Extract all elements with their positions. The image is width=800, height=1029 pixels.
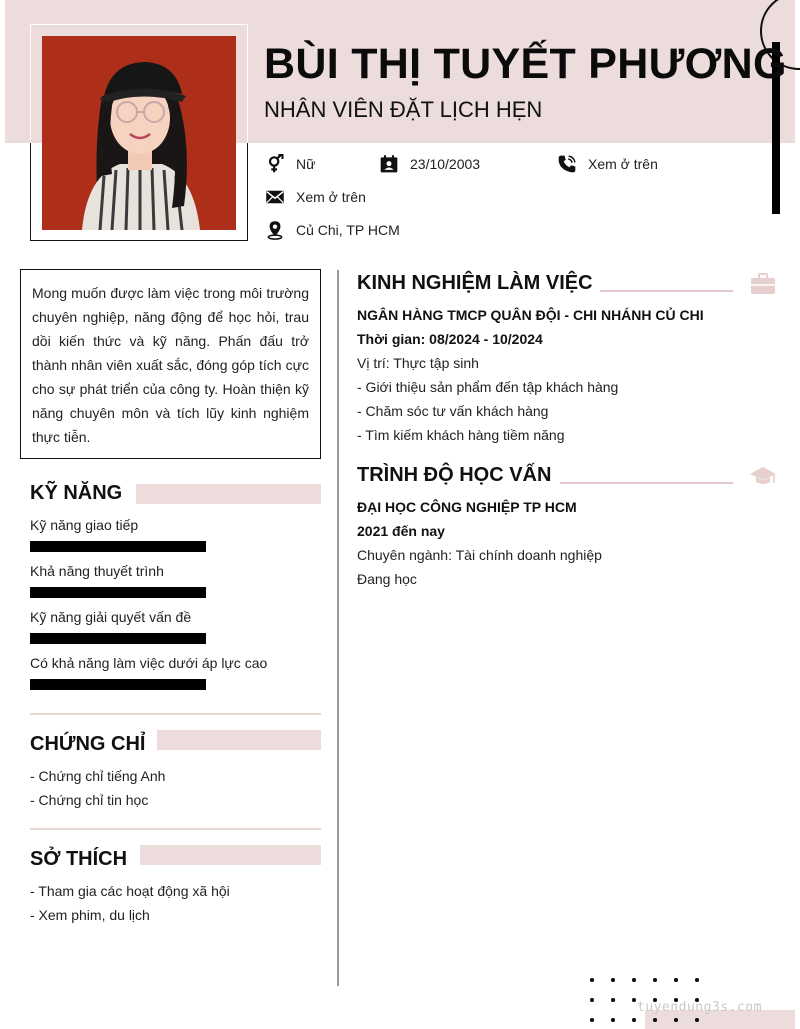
contact-gender: [265, 154, 315, 174]
calendar-id-icon: [379, 154, 399, 174]
decorative-dot: [632, 1018, 636, 1022]
experience-period: Thời gian: 08/2024 - 10/2024: [357, 331, 543, 347]
briefcase-icon: [749, 272, 777, 296]
decorative-dot: [632, 998, 636, 1002]
experience-company: NGÂN HÀNG TMCP QUÂN ĐỘI - CHI NHÁNH CỦ CHI: [357, 307, 704, 323]
hobbies-title-bar: [140, 845, 321, 865]
section-divider: [30, 828, 321, 830]
decorative-dot: [590, 998, 594, 1002]
skills-title: KỸ NĂNG: [30, 482, 123, 504]
experience-title-line: [600, 290, 733, 292]
envelope-icon: [265, 187, 285, 207]
education-school: ĐẠI HỌC CÔNG NGHIỆP TP HCM: [357, 499, 577, 515]
experience-duty: - Chăm sóc tư vấn khách hàng: [357, 403, 549, 419]
email-value: Xem ở trên: [296, 189, 366, 205]
skill-level-bar: [30, 633, 206, 644]
contact-phone: [557, 154, 658, 174]
education-major: Chuyên ngành: Tài chính doanh nghiệp: [357, 547, 602, 563]
decorative-dot: [611, 1018, 615, 1022]
education-title-line: [560, 482, 733, 484]
decorative-dot: [674, 1018, 678, 1022]
graduation-cap-icon: [749, 464, 777, 488]
skill-level-bar: [30, 587, 206, 598]
candidate-name: BÙI THỊ TUYẾT PHƯƠNG: [264, 40, 787, 88]
certificates-title: CHỨNG CHỈ: [30, 733, 146, 755]
decorative-dot: [674, 978, 678, 982]
summary-text: Mong muốn được làm việc trong môi trường chuyên nghiệp, năng động để học hỏi, trau dồi kiến thức và kỹ năng. Phấn đấu trở thành nhân viên xuất sắc, đóng góp tích cực cho sự phát triển của công ty. Hoàn thiện kỹ năng chuyên môn và tích lũy kinh nghiệm thực tiễn.: [32, 285, 309, 445]
decorative-dot: [611, 978, 615, 982]
decorative-dot: [695, 978, 699, 982]
experience-duty: - Tìm kiếm khách hàng tiềm năng: [357, 427, 565, 443]
contact-email: [265, 187, 366, 207]
hobby-item: - Tham gia các hoạt động xã hội: [30, 883, 230, 899]
education-status: Đang học: [357, 571, 417, 587]
decorative-dot: [632, 978, 636, 982]
contact-address: [265, 220, 400, 240]
certificate-item: - Chứng chỉ tin học: [30, 792, 149, 808]
gender-icon: [265, 154, 285, 174]
section-divider: [30, 713, 321, 715]
experience-duty: - Giới thiệu sản phẩm đến tập khách hàng: [357, 379, 619, 395]
decorative-dot: [653, 978, 657, 982]
skill-label: Có khả năng làm việc dưới áp lực cao: [30, 655, 268, 671]
decorative-dot: [590, 978, 594, 982]
watermark: tuyendung3s.com: [637, 1000, 762, 1015]
decorative-dot: [695, 1018, 699, 1022]
profile-photo: [42, 36, 236, 230]
education-period: 2021 đến nay: [357, 523, 445, 539]
summary-box: [20, 269, 321, 459]
certificate-item: - Chứng chỉ tiếng Anh: [30, 768, 166, 784]
experience-title: KINH NGHIỆM LÀM VIỆC: [357, 272, 593, 294]
phone-value: Xem ở trên: [588, 156, 658, 172]
skill-label: Kỹ năng giải quyết vấn đề: [30, 609, 192, 625]
job-title: NHÂN VIÊN ĐẶT LỊCH HẸN: [264, 97, 543, 122]
phone-icon: [557, 154, 577, 174]
certificates-title-bar: [157, 730, 321, 750]
contact-birthday: [379, 154, 480, 174]
decorative-dot: [590, 1018, 594, 1022]
skill-label: Khả năng thuyết trình: [30, 563, 164, 579]
hobbies-title: SỞ THÍCH: [30, 848, 128, 870]
decorative-dot: [611, 998, 615, 1002]
education-title: TRÌNH ĐỘ HỌC VẤN: [357, 464, 552, 486]
location-pin-icon: [265, 220, 285, 240]
experience-position: Vị trí: Thực tập sinh: [357, 355, 479, 371]
decorative-dot: [653, 1018, 657, 1022]
skill-level-bar: [30, 541, 206, 552]
skills-title-bar: [136, 484, 321, 504]
column-divider: [337, 270, 339, 986]
hobby-item: - Xem phim, du lịch: [30, 907, 150, 923]
address-value: Củ Chi, TP HCM: [296, 222, 400, 238]
skill-level-bar: [30, 679, 206, 690]
birthday-value: 23/10/2003: [410, 156, 481, 172]
gender-value: Nữ: [296, 156, 316, 172]
skill-label: Kỹ năng giao tiếp: [30, 517, 139, 533]
